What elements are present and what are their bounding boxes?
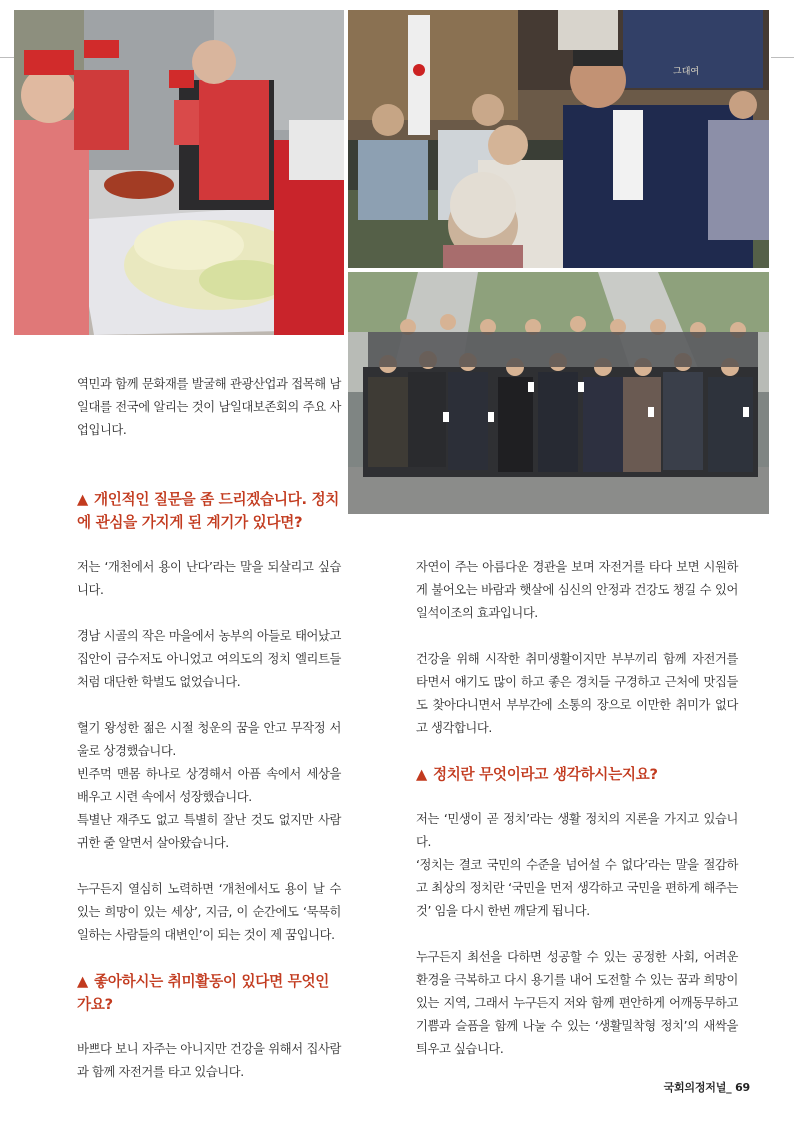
answer-3-paragraph-2: ‘정치는 결코 국민의 수준을 넘어설 수 없다’라는 말을 절감하고 최상의 정치란 ‘국민을 먼저 생각하고 국민을 편하게 해주는 것’ 임을 다시 한번 깨닫게 됩니다. <box>416 858 738 918</box>
answer-3-paragraph-1: 저는 ‘민생이 곧 정치’라는 생활 정치의 지론을 가지고 있습니다. <box>416 812 738 849</box>
answer-1-paragraph-1: 저는 ‘개천에서 용이 난다’라는 말을 되살리고 싶습니다. <box>77 560 341 597</box>
question-3-text: 정치란 무엇이라고 생각하시는지요? <box>432 766 658 783</box>
senior-meeting-photo <box>348 10 769 268</box>
header-rule-right <box>771 57 794 58</box>
answer-1-paragraph-6: 누구든지 열심히 노력하면 ‘개천에서도 용이 날 수 있는 희망이 있는 세상’, 지금, 이 순간에도 ‘묵묵히 일하는 사람들의 대변인’이 되는 것이 제 꿈입니다. <box>77 882 341 942</box>
left-column <box>77 373 341 1107</box>
right-column <box>416 556 738 1084</box>
magazine-name: 국회의정저널_ <box>663 1081 732 1094</box>
answer-1-paragraph-5: 특별난 재주도 없고 특별히 잘난 것도 없지만 사람 귀한 줄 알면서 살아왔습니다. <box>77 813 341 850</box>
screen-text: 그대여 <box>673 67 700 77</box>
triangle-marker-icon: ▲ <box>77 491 88 508</box>
answer-1-paragraph-3: 혈기 왕성한 젊은 시절 청운의 꿈을 안고 무작정 서울로 상경했습니다. <box>77 721 341 758</box>
page-number: 69 <box>735 1081 750 1094</box>
triangle-marker-icon: ▲ <box>416 766 427 783</box>
question-1-text: 개인적인 질문을 좀 드리겠습니다. 정치에 관심을 가지게 된 계기가 있다면? <box>77 491 340 531</box>
question-2 <box>77 970 341 1016</box>
question-1 <box>77 488 341 534</box>
question-3 <box>416 763 738 786</box>
kimchi-volunteer-photo <box>14 10 344 335</box>
right-paragraph-1: 자연이 주는 아름다운 경관을 보며 자전거를 타다 보면 시원하게 불어오는 바람과 햇살에 심신의 안정과 건강도 챙길 수 있어 일석이조의 효과입니다. <box>416 560 738 620</box>
answer-1-paragraph-2: 경남 시골의 작은 마을에서 농부의 아들로 태어났고 집안이 금수저도 아니었고 여의도의 정치 엘리트들처럼 대단한 학벌도 없었습니다. <box>77 629 341 689</box>
page-footer <box>664 1079 750 1095</box>
group-photo <box>348 272 769 514</box>
answer-3-paragraph-3: 누구든지 최선을 다하면 성공할 수 있는 공정한 사회, 어려운 환경을 극복하고 다시 용기를 내어 도전할 수 있는 꿈과 희망이 있는 지역, 그래서 누구든지 저와 함께 편안하게 어깨동무하고 기쁨과 슬픔을 함께 나눌 수 있는 ‘생활밀착형 정치’의 새싹을 틔우고 싶습니다. <box>416 950 738 1056</box>
intro-paragraph: 역민과 함께 문화재를 발굴해 관광산업과 접목해 남일대를 전국에 알리는 것이 남일대보존회의 주요 사업입니다. <box>77 377 341 437</box>
answer-2-paragraph-1: 바쁘다 보니 자주는 아니지만 건강을 위해서 집사람과 함께 자전거를 타고 있습니다. <box>77 1042 341 1079</box>
answer-1-paragraph-4: 빈주먹 맨몸 하나로 상경해서 아픔 속에서 세상을 배우고 시련 속에서 성장했습니다. <box>77 767 341 804</box>
header-rule-left <box>0 57 14 58</box>
triangle-marker-icon: ▲ <box>77 973 88 990</box>
question-2-text: 좋아하시는 취미활동이 있다면 무엇인가요? <box>77 973 330 1013</box>
right-paragraph-2: 건강을 위해 시작한 취미생활이지만 부부끼리 함께 자전거를 타면서 얘기도 많이 하고 좋은 경치들 구경하고 근처에 맛집들도 찾아다니면서 부부간에 소통의 장으로 이만한 취미가 없다고 생각합니다. <box>416 652 738 735</box>
